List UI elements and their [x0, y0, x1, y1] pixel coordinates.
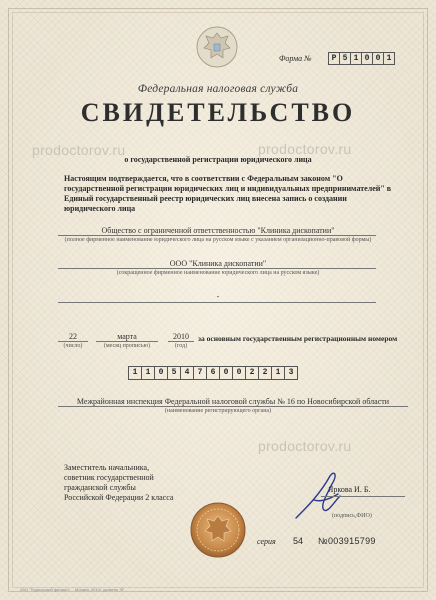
- digit-box: 2: [245, 366, 259, 380]
- underline: [58, 406, 408, 407]
- underline: [58, 268, 376, 269]
- signatory-name: Яркова И. Б.: [328, 485, 371, 494]
- digit-box: 2: [258, 366, 272, 380]
- digit-box: 1: [383, 52, 395, 65]
- registration-day: 22: [69, 332, 77, 341]
- digit-box: 5: [167, 366, 181, 380]
- watermark-text: prodoctorov.ru: [258, 438, 352, 454]
- blank-series-number: 54: [293, 536, 304, 546]
- short-name-caption: (сокращенное фирменное наименование юридического лица на русском языке): [116, 270, 320, 276]
- document-title: СВИДЕТЕЛЬСТВО: [80, 98, 356, 127]
- underline: [58, 235, 376, 236]
- digit-box: 5: [339, 52, 351, 65]
- short-company-name: ООО "Клиника дископатии": [169, 259, 267, 268]
- underline: [58, 341, 88, 342]
- digit-box: 1: [128, 366, 142, 380]
- signatory-position: Заместитель начальника, советник государственной гражданской службы Российской Федерации 2 класса: [64, 463, 174, 502]
- underline: [321, 496, 405, 497]
- confirmation-paragraph: Настоящим подтверждается, что в соответствии с Федеральным законом "О государственной регистрации юридических лиц и индивидуальных предпринимателей" в Единый государственный реестр юридических лиц внесена запись о создании юридического лица: [64, 174, 392, 213]
- digit-box: 0: [154, 366, 168, 380]
- digit-box: 1: [271, 366, 285, 380]
- form-number-label: Форма №: [279, 54, 312, 63]
- document-subtitle: о государственной регистрации юридического лица: [124, 155, 312, 164]
- registering-authority: Межрайонная инспекция Федеральной налоговой службы № 16 по Новосибирской области: [76, 397, 390, 406]
- underline: [58, 302, 376, 303]
- issuing-service: Федеральная налоговая служба: [137, 83, 299, 95]
- ogrn-boxes: [129, 366, 298, 380]
- digit-box: 6: [206, 366, 220, 380]
- authority-caption: (наименование регистрирующего органа): [164, 408, 272, 414]
- signature-caption: (подпись,ФИО): [332, 513, 372, 519]
- digit-box: 7: [193, 366, 207, 380]
- watermark-text: prodoctorov.ru: [32, 142, 126, 158]
- state-emblem-icon: [196, 25, 238, 69]
- day-caption: (число): [63, 343, 83, 349]
- printer-imprint: ЗАО "Подольский филиал"… Москва, 2010г. уровень "В": [20, 587, 125, 592]
- registration-month: марта: [117, 332, 137, 341]
- digit-box: 0: [372, 52, 384, 65]
- watermark-text: prodoctorov.ru: [258, 141, 352, 157]
- digit-box: 1: [350, 52, 362, 65]
- full-company-name: Общество с ограниченной ответственностью "Клиника дископатии": [101, 226, 335, 235]
- month-caption: (месяц прописью): [103, 343, 151, 349]
- blank-series-label: серия: [257, 537, 276, 546]
- official-seal-icon: [190, 502, 246, 558]
- empty-field-dash: -: [216, 292, 220, 301]
- form-code-boxes: [329, 52, 395, 65]
- registration-number-text: за основным государственным регистрационным номером: [198, 334, 398, 343]
- registration-year: 2010: [173, 332, 189, 341]
- year-caption: (год): [174, 343, 188, 349]
- digit-box: 4: [180, 366, 194, 380]
- digit-box: 0: [361, 52, 373, 65]
- digit-box: Р: [328, 52, 340, 65]
- underline: [96, 341, 158, 342]
- blank-serial-number: №003915799: [318, 536, 376, 546]
- digit-box: 0: [219, 366, 233, 380]
- digit-box: 1: [141, 366, 155, 380]
- digit-box: 3: [284, 366, 298, 380]
- full-name-caption: (полное фирменное наименование юридического лица на русском языке с указанием организационно-правовой формы): [64, 237, 372, 243]
- digit-box: 0: [232, 366, 246, 380]
- underline: [168, 341, 194, 342]
